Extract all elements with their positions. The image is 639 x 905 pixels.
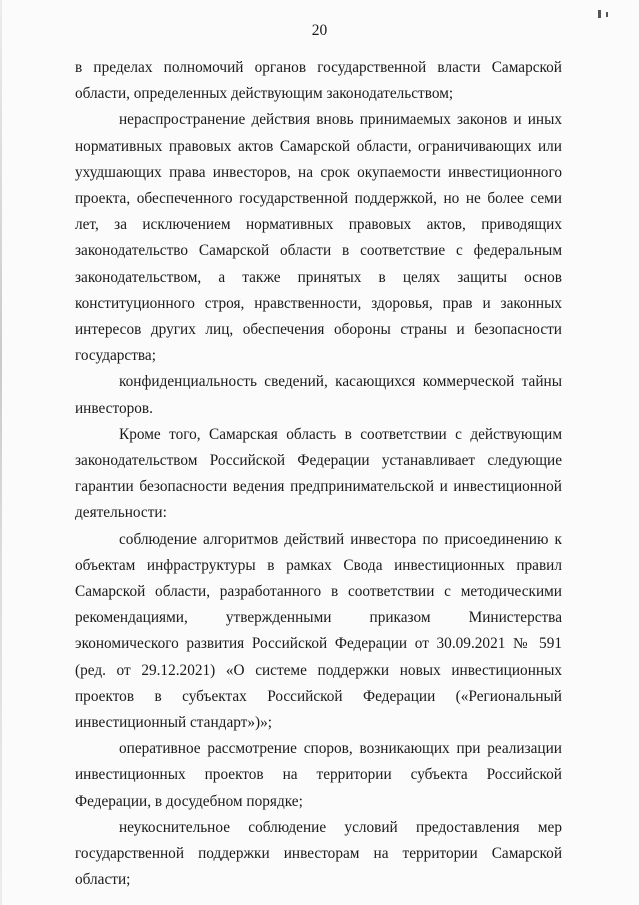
- scan-speck: [606, 12, 608, 17]
- paragraph-1: в пределах полномочий органов государственной власти Самарской области, определенных действующим законодательством;: [75, 59, 562, 103]
- paragraph-4: Кроме того, Самарская область в соответствии с действующим законодательством Российской Федерации устанавливает следующие гарантии безопасности ведения предпринимательской и инвестиционной деятельности:: [75, 425, 562, 522]
- scan-speck: [598, 10, 601, 18]
- paragraph-6: оперативное рассмотрение споров, возникающих при реализации инвестиционных проектов на территории субъекта Российской Федерации, в досудебном порядке;: [75, 740, 562, 810]
- paragraph-7: неукоснительное соблюдение условий предоставления мер государственной поддержки инвесторам на территории Самарской области;: [75, 818, 562, 889]
- body-text: [75, 55, 562, 894]
- scan-edge-shadow: [0, 0, 2, 905]
- paragraph-3: конфиденциальность сведений, касающихся коммерческой тайны инвесторов.: [75, 373, 562, 417]
- page-number: 20: [311, 22, 328, 39]
- paragraph-2: нераспространение действия вновь принимаемых законов и иных нормативных правовых актов Самарской области, ограничивающих или ухудшающих права инвесторов, на срок окупаемости инвестиционного проекта, обеспеченного государственной поддержкой, но не более семи лет, за исключением нормативных правовых актов, приводящих законодательство Самарской области в соответствие с федеральным законодательством, а также принятых в целях защиты основ конституционного строя, нравственности, здоровья, прав и законных интересов других лиц, обеспечения обороны страны и безопасности государства;: [75, 111, 562, 365]
- paragraph-5: соблюдение алгоритмов действий инвестора по присоединению к объектам инфраструктуры в рамках Свода инвестиционных правил Самарской области, разработанного в соответствии с методическими рекомендациями, утвержденными приказом Министерства экономического развития Российской Федерации от 30.09.2021 № 591 (ред. от 29.12.2021) «О системе поддержки новых инвестиционных проектов в субъектах Российской Федерации («Региональный инвестиционный стандарт»)»;: [75, 530, 562, 732]
